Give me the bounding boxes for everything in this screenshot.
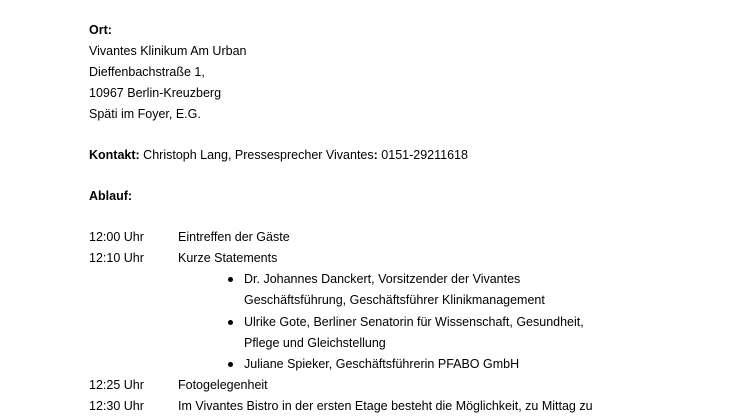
contact-name: Christoph Lang, Pressesprecher Vivantes	[139, 148, 374, 162]
contact-phone: 0151-29211618	[377, 148, 468, 162]
schedule-time: 12:00 Uhr	[89, 230, 144, 244]
bullet-dot	[228, 362, 233, 367]
schedule-description: Im Vivantes Bistro in der ersten Etage besteht die Möglichkeit, zu Mittag zu	[178, 399, 593, 413]
schedule-description: Eintreffen der Gäste	[178, 230, 290, 244]
contact-line	[89, 147, 468, 163]
location-line-room: Späti im Foyer, E.G.	[89, 107, 201, 121]
schedule-time: 12:25 Uhr	[89, 378, 144, 392]
schedule-time: 12:30 Uhr	[89, 399, 144, 413]
contact-label: Kontakt:	[89, 148, 140, 162]
speaker-line: Juliane Spieker, Geschäftsführerin PFABO GmbH	[244, 357, 520, 371]
contact-colon: :	[373, 148, 378, 162]
location-line-venue: Vivantes Klinikum Am Urban	[89, 44, 247, 58]
speaker-line: Pflege und Gleichstellung	[244, 336, 386, 350]
location-line-street: Dieffenbachstraße 1,	[89, 65, 205, 79]
speaker-line: Dr. Johannes Danckert, Vorsitzender der Vivantes	[244, 272, 521, 286]
schedule-time: 12:10 Uhr	[89, 251, 144, 265]
speaker-line: Geschäftsführung, Geschäftsführer Klinikmanagement	[244, 293, 545, 307]
location-heading: Ort:	[89, 23, 112, 37]
schedule-heading: Ablauf:	[89, 189, 133, 203]
bullet-dot	[228, 320, 233, 325]
bullet-dot	[228, 277, 233, 282]
schedule-description: Kurze Statements	[178, 251, 278, 265]
schedule-description: Fotogelegenheit	[178, 378, 268, 392]
location-line-city: 10967 Berlin-Kreuzberg	[89, 86, 222, 100]
speaker-line: Ulrike Gote, Berliner Senatorin für Wissenschaft, Gesundheit,	[244, 315, 584, 329]
